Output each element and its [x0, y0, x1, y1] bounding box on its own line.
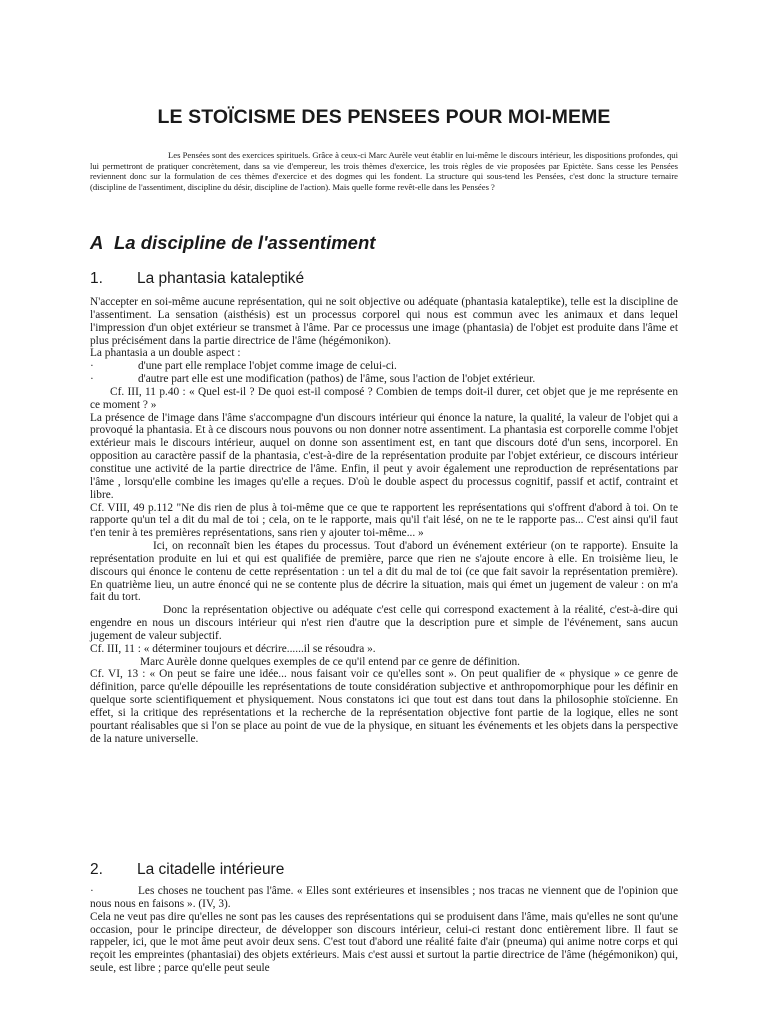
subsection-1-heading [90, 270, 304, 288]
subsection-1-body [90, 296, 678, 746]
subsection-number: 1. [90, 270, 103, 287]
bullet-mark: · [90, 885, 94, 897]
list-item-text: d'une part elle remplace l'objet comme image de celui-ci. [138, 360, 397, 373]
list-item-text: Les choses ne touchent pas l'âme. « Elles sont extérieures et insensibles ; nos tracas ne viennent que de l'opinion que nous nous en faisons ». (IV, 3). [90, 885, 678, 910]
subsection-2-heading [90, 861, 284, 879]
intro-paragraph: Les Pensées sont des exercices spirituels. Grâce à ceux-ci Marc Aurèle veut établir en lui-même le discours intérieur, les dispositions profondes, qui lui permettront de pratiquer concrètement, dans sa vie d'empereur, les trois thèmes d'exercice, les trois règles de vie proposées par Epictète. Sans cesse les Pensées reviennent donc sur la formulation de ces thèmes d'exercice et des dogmes qui les fondent. La structure qui sous-tend les Pensées, c'est donc la structure ternaire (discipline de l'assentiment, discipline du désir, discipline de l'action). Mais quelle forme revêt-elle dans les Pensées ? [90, 150, 678, 192]
paragraph: Cela ne veut pas dire qu'elles ne sont pas les causes des représentations qui se produisent dans l'âme, mais qu'elles ne sont qu'une occasion, pour le principe directeur, de développer son discours intérieur, celui-ci restant donc entièrement libre. Il faut se rappeler, ici, que le mot âme peut avoir deux sens. C'est tout d'abord une réalité faite d'air (pneuma) qui anime notre corps et qui reçoit les empreintes (phantasiai) des objets extérieurs. Mais c'est aussi et surtout la partie directrice de l'âme (hégémonikon) qui, seule, est libre ; parce qu'elle peut seule [90, 910, 678, 975]
citation-paragraph: Cf. VIII, 49 p.112 "Ne dis rien de plus à toi-même que ce que te rapportent les représentations qui s'offrent d'abord à toi. On te rapporte qu'un tel a dit du mal de toi ; cela, on te le rapporte, mais qu'il t'ait lésé, on ne te le rapporte pas... C'est ainsi qu'il faut t'en tenir à tes premières représentations, sans rien y ajouter toi-même... » [90, 501, 678, 540]
section-title: La discipline de l'assentiment [114, 232, 376, 253]
subsection-number: 2. [90, 861, 103, 878]
paragraph: La présence de l'image dans l'âme s'accompagne d'un discours intérieur qui énonce la nature, la qualité, la valeur de l'objet qui a provoqué la phantasia. Et à ce discours nous pouvons ou non donner notre assentiment. La phantasia est corporelle comme l'objet extérieur mais le discours intérieur, auquel on donne son assentiment est, en tant que discours doté d'un sens, incorporel. En opposition au caractère passif de la phantasia, c'est-à-dire de la représentation produite par l'objet extérieur, ce discours intérieur constitue une activité de la partie directrice de l'âme. Enfin, il peut y avoir également une reproduction de représentations par l'âme , lorsqu'elle combine les images qu'elle a reçues. D'où le double aspect du processus cognitif, passif et actif, contraint et libre. [90, 411, 678, 501]
citation-paragraph: Cf. III, 11 : « déterminer toujours et décrire......il se résoudra ». [90, 642, 376, 655]
list-item [90, 885, 678, 911]
paragraph: Marc Aurèle donne quelques exemples de ce qu'il entend par ce genre de définition. [140, 655, 521, 668]
subsection-title: La phantasia kataleptiké [137, 270, 305, 287]
bullet-mark: · [90, 373, 94, 386]
subsection-title: La citadelle intérieure [137, 861, 285, 878]
bullet-mark: · [90, 360, 94, 373]
section-letter: A [90, 232, 104, 253]
paragraph: La phantasia a un double aspect : [90, 347, 241, 360]
list-item [90, 373, 678, 386]
list-item-text: d'autre part elle est une modification (pathos) de l'âme, sous l'action de l'objet extérieur. [138, 373, 536, 386]
citation-paragraph: Cf. III, 11 p.40 : « Quel est-il ? De quoi est-il composé ? Combien de temps doit-il durer, cet objet que je me représente en ce moment ? » [90, 385, 678, 411]
paragraph: N'accepter en soi-même aucune représentation, qui ne soit objective ou adéquate (phantasia kataleptike), telle est la discipline de l'assentiment. La sensation (aisthésis) est un processus corporel qui nous est commun avec les animaux et dans lequel l'impression d'un objet extérieur se transmet à l'âme. Par ce processus une image (phantasia) de l'objet est produite dans l'âme et plus précisément dans la partie directrice de l'âme (hégémonikon). [90, 296, 678, 347]
citation-paragraph: Cf. VI, 13 : « On peut se faire une idée... nous faisant voir ce qu'elles sont ». On peut qualifier de « physique » ce genre de définition, parce qu'elle dépouille les représentations de toute considération subjective et anthropomorphique pour les définir en quelque sorte scientifiquement et physiquement. Nous constatons ici que tout est dans tout dans la philosophie stoïcienne. En effet, si la critique des représentations et la recherche de la représentation objective font partie de la logique, elles ne sont pourtant réalisables que si l'on se place au point de vue de la physique, en situant les événements et les objets dans la perspective de la nature universelle. [90, 668, 678, 745]
paragraph: Donc la représentation objective ou adéquate c'est celle qui correspond exactement à la réalité, c'est-à-dire qui engendre en nous un discours intérieur qui n'est rien d'autre que la description pure et simple de l'événement, sans aucun jugement de valeur subjectif. [90, 604, 678, 642]
paragraph: Ici, on reconnaît bien les étapes du processus. Tout d'abord un événement extérieur (on te rapporte). Ensuite la représentation produite en lui et qui est qualifiée de première, parce que rien ne s'ajoute encore à elle. En troisième lieu, le discours qui énonce le contenu de cette représentation : un tel a dit du mal de toi (ce que fait savoir la représentation première). En quatrième lieu, un autre énoncé qui ne se contente plus de décrire la situation, mais qui émet un jugement de valeur : on m'a fait du tort. [90, 540, 678, 604]
list-item [90, 360, 678, 373]
subsection-2-body [90, 885, 678, 975]
document-title: LE STOÏCISME DES PENSEES POUR MOI-MEME [157, 106, 611, 128]
section-a-heading [90, 232, 375, 254]
